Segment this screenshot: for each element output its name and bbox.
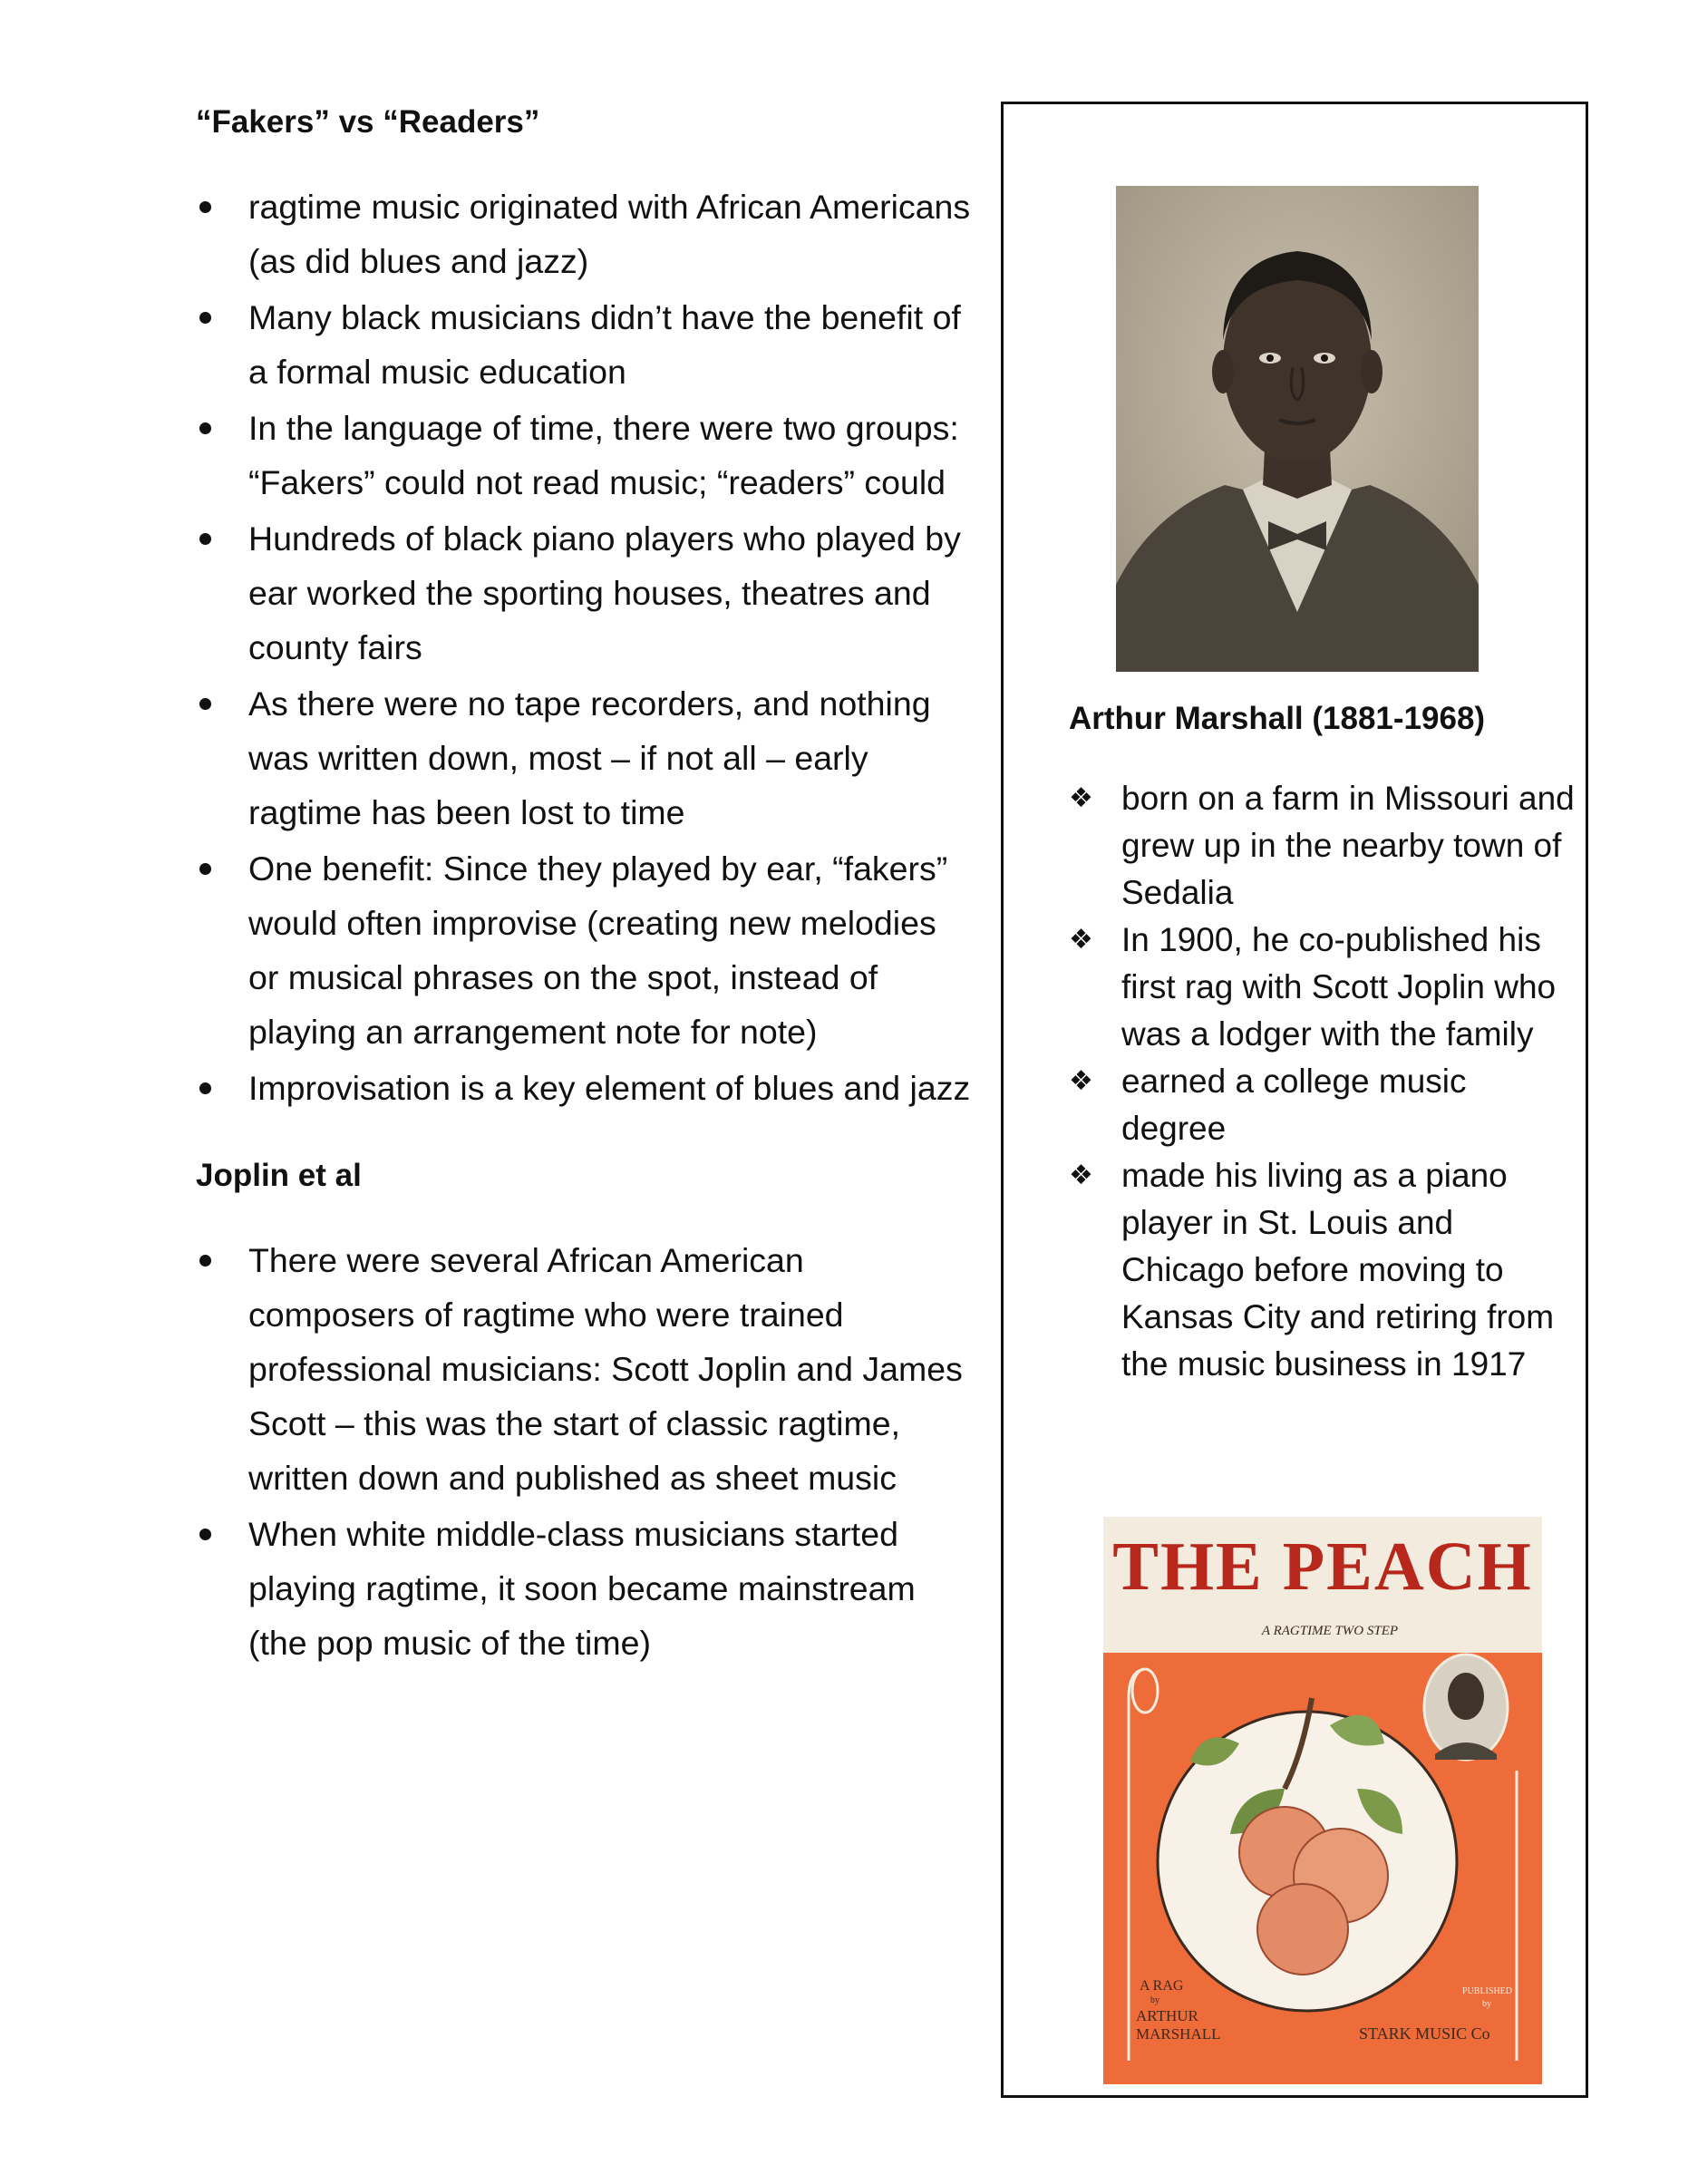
marshall-facts-list — [1069, 775, 1576, 1388]
bullet-icon — [199, 698, 211, 710]
sheet-music-cover-image — [1103, 1517, 1542, 2084]
bullet-icon — [199, 312, 211, 324]
list-item: ❖ In 1900, he co-published his first rag with Scott Joplin who was a lodger with the family — [1069, 917, 1576, 1058]
sidebar-box — [1001, 102, 1588, 2098]
list-item: In the language of time, there were two groups: “Fakers” could not read music; “readers” could — [196, 401, 975, 510]
cover-by: by — [1150, 1995, 1159, 2005]
list-item: As there were no tape recorders, and nothing was written down, most – if not all – early ragtime has been lost to time — [196, 676, 975, 840]
bullet-icon — [199, 1082, 211, 1094]
cover-title: THE PEACH — [1112, 1529, 1533, 1605]
bullet-icon — [199, 533, 211, 545]
cover-published: PUBLISHED — [1462, 1986, 1513, 1996]
cover-subtitle: A RAGTIME TWO STEP — [1261, 1624, 1399, 1638]
bullet-icon — [199, 422, 211, 434]
section-heading-fakers-readers: “Fakers” vs “Readers” — [196, 104, 540, 140]
list-item: Many black musicians didn’t have the benefit of a formal music education — [196, 290, 975, 399]
arthur-marshall-portrait — [1116, 186, 1479, 672]
diamond-bullet-icon: ❖ — [1069, 924, 1093, 956]
list-item: ❖ made his living as a piano player in St. Louis and Chicago before moving to Kansas City and retiring from the music business in 1917 — [1069, 1152, 1576, 1388]
diamond-bullet-icon: ❖ — [1069, 782, 1093, 814]
diamond-bullet-icon: ❖ — [1069, 1065, 1093, 1097]
joplin-list — [196, 1233, 975, 1670]
cover-publisher-by: by — [1482, 1999, 1491, 2009]
list-item: ragtime music originated with African Americans (as did blues and jazz) — [196, 180, 975, 288]
the-peach-sheet-music-cover — [1103, 1517, 1542, 2084]
cover-a-rag: A RAG — [1140, 1978, 1184, 1994]
diamond-bullet-icon: ❖ — [1069, 1160, 1093, 1191]
list-item: There were several African American composers of ragtime who were trained professional musicians: Scott Joplin and James Scott – this was the start of classic ragtime, written down and published as sheet music — [196, 1233, 975, 1505]
bullet-icon — [199, 201, 211, 213]
bullet-icon — [199, 863, 211, 875]
section-heading-joplin: Joplin et al — [196, 1158, 362, 1193]
list-item: When white middle-class musicians started playing ragtime, it soon became mainstream (the pop music of the time) — [196, 1507, 975, 1670]
fakers-readers-list — [196, 180, 975, 1115]
list-item: Improvisation is a key element of blues and jazz — [196, 1061, 975, 1115]
portrait-caption: Arthur Marshall (1881-1968) — [1069, 701, 1486, 736]
list-item: ❖ born on a farm in Missouri and grew up in the nearby town of Sedalia — [1069, 775, 1576, 917]
cover-composer-line2: MARSHALL — [1136, 2025, 1221, 2043]
list-item: One benefit: Since they played by ear, “fakers” would often improvise (creating new melodies or musical phrases on the spot, instead of playing an arrangement note for note) — [196, 841, 975, 1059]
cover-composer-line1: ARTHUR — [1136, 2007, 1198, 2024]
bullet-icon — [199, 1529, 211, 1540]
cover-publisher: STARK MUSIC Co — [1359, 2024, 1490, 2043]
list-item: Hundreds of black piano players who played by ear worked the sporting houses, theatres and county fairs — [196, 511, 975, 675]
list-item: ❖ earned a college music degree — [1069, 1058, 1576, 1152]
portrait-photo-icon — [1116, 186, 1479, 672]
left-column — [196, 102, 975, 1672]
bullet-icon — [199, 1255, 211, 1267]
